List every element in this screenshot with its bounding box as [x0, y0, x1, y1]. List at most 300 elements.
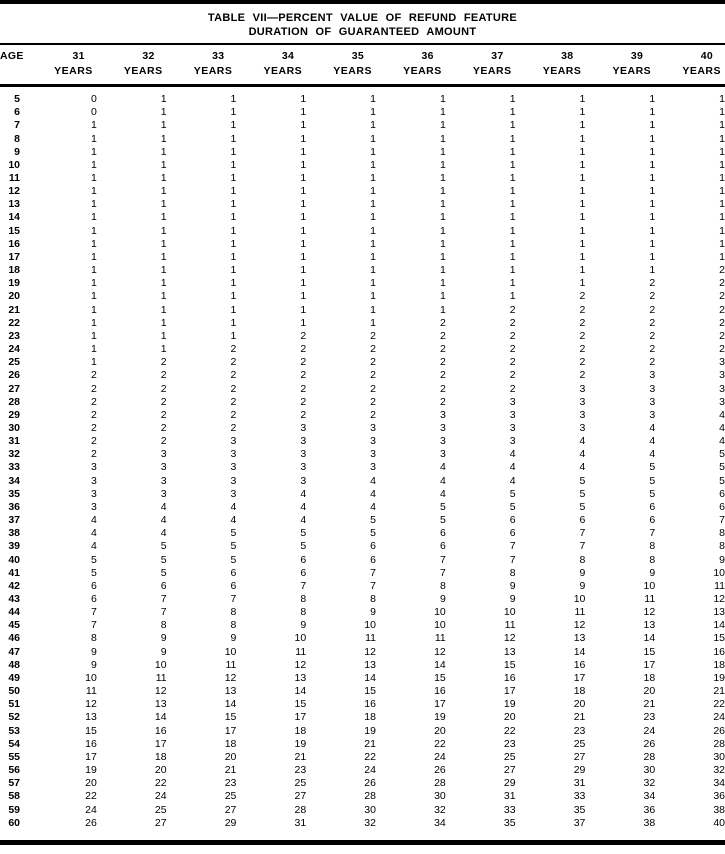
age-cell: 47	[8, 645, 20, 658]
value-cell: 9	[509, 579, 516, 592]
value-cell: 7	[439, 566, 446, 579]
value-cell: 10	[503, 606, 516, 619]
age-cell: 7	[14, 119, 20, 132]
value-cell: 8	[230, 619, 237, 632]
value-cell: 8	[230, 606, 237, 619]
age-column-header: AGE	[0, 50, 24, 62]
value-cell: 1	[160, 303, 167, 316]
value-cell: 5	[90, 566, 97, 579]
value-cell: 5	[370, 527, 376, 540]
value-cell: 1	[160, 145, 167, 158]
value-cell: 5	[579, 487, 586, 500]
value-cell: 11	[295, 645, 307, 658]
table-row-age-59	[0, 803, 725, 816]
value-cell: 12	[434, 645, 446, 658]
value-cell: 2	[230, 408, 237, 421]
value-cell: 31	[294, 816, 307, 829]
value-cell: 1	[579, 145, 586, 158]
value-cell: 1	[90, 237, 97, 250]
value-cell: 1	[509, 224, 516, 237]
value-cell: 1	[649, 106, 656, 119]
value-cell: 2	[160, 435, 167, 448]
value-cell: 2	[649, 356, 656, 369]
value-cell: 15	[224, 711, 237, 724]
value-cell: 17	[643, 658, 656, 671]
value-cell: 9	[160, 645, 167, 658]
value-cell: 1	[370, 277, 376, 290]
age-cell: 8	[14, 132, 20, 145]
table-row-age-54	[0, 738, 725, 751]
value-cell: 3	[90, 500, 97, 513]
value-cell: 2	[719, 290, 725, 303]
table-row-age-45	[0, 619, 725, 632]
age-cell: 26	[8, 369, 20, 382]
value-cell: 1	[509, 250, 516, 263]
value-cell: 2	[370, 356, 376, 369]
value-cell: 22	[434, 737, 446, 750]
value-cell: 26	[364, 777, 376, 790]
table-row-age-33	[0, 461, 725, 474]
value-cell: 21	[643, 698, 656, 711]
value-cell: 11	[155, 671, 167, 684]
value-cell: 9	[300, 619, 307, 632]
value-cell: 13	[224, 685, 237, 698]
age-cell: 50	[8, 685, 20, 698]
value-cell: 19	[364, 724, 376, 737]
value-cell: 3	[579, 408, 586, 421]
value-cell: 1	[230, 198, 237, 211]
value-cell: 1	[160, 172, 167, 185]
value-cell: 38	[643, 816, 656, 829]
age-cell: 55	[8, 750, 20, 763]
value-cell: 5	[719, 448, 725, 461]
value-cell: 19	[294, 737, 307, 750]
value-cell: 1	[439, 303, 446, 316]
value-cell: 23	[503, 737, 516, 750]
value-cell: 2	[160, 382, 167, 395]
value-cell: 1	[370, 316, 376, 329]
value-cell: 22	[503, 724, 516, 737]
col-header-36-years: 36	[421, 50, 434, 62]
value-cell: 34	[434, 816, 446, 829]
value-cell: 17	[85, 750, 97, 763]
value-cell: 2	[579, 290, 586, 303]
value-cell: 32	[643, 777, 656, 790]
value-cell: 2	[649, 303, 656, 316]
value-cell: 1	[230, 277, 237, 290]
value-cell: 34	[713, 777, 725, 790]
value-cell: 1	[439, 250, 446, 263]
value-cell: 4	[370, 474, 376, 487]
value-cell: 5	[230, 540, 237, 553]
value-cell: 1	[439, 277, 446, 290]
value-cell: 12	[713, 593, 725, 606]
value-cell: 2	[439, 369, 446, 382]
value-cell: 1	[649, 93, 656, 106]
col-header-40-years: 40	[700, 50, 713, 62]
value-cell: 6	[90, 593, 97, 606]
value-cell: 1	[90, 290, 97, 303]
value-cell: 1	[160, 316, 167, 329]
table-row-age-14	[0, 211, 725, 224]
value-cell: 1	[370, 172, 376, 185]
value-cell: 16	[713, 645, 725, 658]
value-cell: 5	[370, 514, 376, 527]
value-cell: 22	[85, 790, 97, 803]
value-cell: 20	[643, 685, 656, 698]
value-cell: 1	[579, 132, 586, 145]
value-cell: 12	[154, 685, 167, 698]
value-cell: 20	[154, 764, 167, 777]
value-cell: 24	[85, 803, 97, 816]
value-cell: 24	[364, 764, 376, 777]
table-row-age-40	[0, 553, 725, 566]
value-cell: 3	[439, 448, 446, 461]
value-cell: 6	[579, 514, 586, 527]
value-cell: 4	[579, 461, 586, 474]
value-cell: 6	[90, 579, 97, 592]
value-cell: 4	[719, 408, 725, 421]
value-cell: 3	[370, 448, 376, 461]
value-cell: 10	[643, 579, 656, 592]
table-row-age-25	[0, 356, 725, 369]
age-cell: 5	[14, 93, 20, 106]
value-cell: 2	[649, 316, 656, 329]
value-cell: 1	[439, 264, 446, 277]
value-cell: 6	[509, 527, 516, 540]
value-cell: 4	[160, 514, 167, 527]
value-cell: 3	[649, 395, 656, 408]
value-cell: 14	[713, 619, 725, 632]
col-header-38-years-suffix: YEARS	[542, 65, 582, 77]
value-cell: 7	[439, 553, 446, 566]
age-cell: 51	[8, 698, 20, 711]
age-cell: 15	[8, 224, 20, 237]
value-cell: 1	[579, 119, 586, 132]
value-cell: 5	[300, 540, 307, 553]
table-row-age-23	[0, 330, 725, 343]
value-cell: 1	[90, 158, 97, 171]
value-cell: 1	[649, 237, 656, 250]
table-row-age-11	[0, 172, 725, 185]
value-cell: 1	[300, 303, 307, 316]
value-cell: 33	[573, 790, 586, 803]
value-cell: 5	[579, 474, 586, 487]
refund-table	[0, 46, 725, 830]
value-cell: 2	[230, 356, 237, 369]
value-cell: 30	[643, 764, 656, 777]
value-cell: 6	[509, 514, 516, 527]
value-cell: 1	[160, 185, 167, 198]
value-cell: 20	[573, 698, 586, 711]
col-header-32-years: 32	[142, 50, 155, 62]
table-title-line1: TABLE VII—PERCENT VALUE OF REFUND FEATURE	[207, 12, 518, 24]
table-row-age-43	[0, 593, 725, 606]
value-cell: 2	[439, 316, 446, 329]
value-cell: 4	[90, 514, 97, 527]
value-cell: 1	[649, 264, 656, 277]
value-cell: 30	[364, 803, 376, 816]
value-cell: 1	[90, 224, 97, 237]
table-row-age-18	[0, 264, 725, 277]
value-cell: 1	[160, 290, 167, 303]
value-cell: 2	[230, 369, 237, 382]
value-cell: 6	[300, 566, 307, 579]
value-cell: 9	[719, 553, 725, 566]
value-cell: 7	[579, 540, 586, 553]
value-cell: 1	[439, 185, 446, 198]
age-cell: 33	[8, 461, 20, 474]
value-cell: 2	[649, 329, 656, 342]
value-cell: 3	[300, 461, 307, 474]
value-cell: 3	[719, 369, 725, 382]
age-cell: 6	[14, 106, 20, 119]
table-row-age-35	[0, 488, 725, 501]
value-cell: 16	[85, 737, 97, 750]
value-cell: 2	[509, 303, 516, 316]
table-row-age-39	[0, 540, 725, 553]
table-title	[0, 12, 725, 39]
value-cell: 1	[439, 106, 446, 119]
value-cell: 10	[85, 671, 97, 684]
col-header-34-years-suffix: YEARS	[263, 65, 303, 77]
value-cell: 2	[230, 343, 237, 356]
value-cell: 29	[573, 764, 586, 777]
value-cell: 35	[503, 816, 516, 829]
value-cell: 4	[439, 474, 446, 487]
value-cell: 31	[503, 790, 516, 803]
value-cell: 2	[90, 408, 97, 421]
bottom-rule	[0, 840, 725, 845]
value-cell: 1	[230, 132, 237, 145]
age-cell: 21	[8, 303, 20, 316]
value-cell: 3	[160, 487, 167, 500]
value-cell: 2	[90, 369, 97, 382]
value-cell: 3	[160, 448, 167, 461]
value-cell: 2	[300, 343, 307, 356]
value-cell: 8	[649, 540, 656, 553]
value-cell: 14	[364, 671, 376, 684]
value-cell: 5	[579, 500, 586, 513]
value-cell: 6	[649, 514, 656, 527]
value-cell: 17	[573, 671, 586, 684]
value-cell: 4	[649, 435, 656, 448]
value-cell: 16	[503, 671, 516, 684]
value-cell: 1	[439, 211, 446, 224]
value-cell: 1	[509, 277, 516, 290]
age-cell: 58	[8, 790, 20, 803]
value-cell: 12	[573, 619, 586, 632]
value-cell: 8	[649, 553, 656, 566]
value-cell: 22	[154, 777, 167, 790]
table-row-age-58	[0, 790, 725, 803]
top-rule	[0, 0, 725, 4]
value-cell: 1	[90, 329, 97, 342]
value-cell: 4	[509, 448, 516, 461]
value-cell: 5	[509, 500, 516, 513]
value-cell: 23	[643, 711, 656, 724]
value-cell: 1	[230, 145, 237, 158]
value-cell: 2	[230, 421, 237, 434]
value-cell: 2	[230, 382, 237, 395]
value-cell: 12	[85, 698, 97, 711]
value-cell: 1	[230, 237, 237, 250]
value-cell: 11	[504, 619, 516, 632]
value-cell: 18	[573, 685, 586, 698]
col-header-37-years-suffix: YEARS	[472, 65, 512, 77]
value-cell: 1	[439, 119, 446, 132]
value-cell: 5	[509, 487, 516, 500]
age-cell: 54	[8, 737, 20, 750]
value-cell: 7	[649, 527, 656, 540]
value-cell: 1	[300, 185, 307, 198]
value-cell: 14	[224, 698, 237, 711]
value-cell: 18	[643, 671, 656, 684]
value-cell: 2	[300, 408, 307, 421]
value-cell: 11	[714, 579, 725, 592]
value-cell: 23	[573, 724, 586, 737]
value-cell: 15	[434, 671, 446, 684]
value-cell: 3	[649, 369, 656, 382]
value-cell: 1	[160, 119, 167, 132]
value-cell: 8	[90, 632, 97, 645]
value-cell: 1	[649, 211, 656, 224]
value-cell: 13	[85, 711, 97, 724]
value-cell: 2	[160, 369, 167, 382]
value-cell: 3	[439, 408, 446, 421]
value-cell: 5	[439, 500, 446, 513]
value-cell: 1	[370, 250, 376, 263]
value-cell: 2	[90, 421, 97, 434]
age-cell: 9	[14, 145, 20, 158]
value-cell: 1	[230, 290, 237, 303]
value-cell: 5	[230, 553, 237, 566]
table-row-age-36	[0, 501, 725, 514]
value-cell: 2	[300, 329, 307, 342]
age-cell: 59	[8, 803, 20, 816]
value-cell: 1	[719, 145, 725, 158]
age-cell: 39	[8, 540, 20, 553]
value-cell: 7	[370, 566, 376, 579]
table-row-age-24	[0, 343, 725, 356]
value-cell: 1	[230, 158, 237, 171]
col-header-38-years: 38	[561, 50, 574, 62]
value-cell: 1	[300, 172, 307, 185]
value-cell: 1	[300, 250, 307, 263]
col-header-36-years-suffix: YEARS	[403, 65, 442, 77]
value-cell: 1	[439, 145, 446, 158]
table-row-age-47	[0, 646, 725, 659]
value-cell: 1	[160, 250, 167, 263]
value-cell: 1	[439, 172, 446, 185]
col-header-33-years-suffix: YEARS	[193, 65, 233, 77]
age-cell: 36	[8, 500, 20, 513]
age-header-spacer	[0, 62, 27, 93]
value-cell: 4	[439, 461, 446, 474]
age-cell: 60	[8, 816, 20, 829]
value-cell: 1	[90, 145, 97, 158]
age-cell: 17	[8, 250, 20, 263]
table-row-age-20	[0, 290, 725, 303]
value-cell: 28	[643, 750, 656, 763]
table-title-line2: DURATION OF GUARANTEED AMOUNT	[248, 25, 477, 38]
value-cell: 1	[370, 185, 376, 198]
value-cell: 1	[509, 145, 516, 158]
value-cell: 6	[719, 487, 725, 500]
table-row-age-31	[0, 435, 725, 448]
value-cell: 12	[364, 645, 376, 658]
value-cell: 3	[160, 474, 167, 487]
value-cell: 2	[509, 356, 516, 369]
value-cell: 1	[160, 343, 167, 356]
age-cell: 44	[8, 606, 20, 619]
value-cell: 32	[364, 816, 376, 829]
value-cell: 2	[579, 303, 586, 316]
value-cell: 1	[579, 172, 586, 185]
value-cell: 4	[509, 461, 516, 474]
value-cell: 1	[579, 211, 586, 224]
value-cell: 1	[370, 145, 376, 158]
value-cell: 5	[649, 474, 656, 487]
value-cell: 11	[85, 685, 97, 698]
age-cell: 34	[8, 474, 20, 487]
value-cell: 1	[370, 303, 376, 316]
age-cell: 19	[8, 277, 20, 290]
value-cell: 3	[509, 435, 516, 448]
age-cell: 46	[8, 632, 20, 645]
value-cell: 4	[719, 435, 725, 448]
value-cell: 2	[160, 395, 167, 408]
value-cell: 1	[370, 224, 376, 237]
value-cell: 2	[370, 408, 376, 421]
col-header-33-years: 33	[212, 50, 225, 62]
age-cell: 48	[8, 658, 20, 671]
value-cell: 1	[649, 132, 656, 145]
col-header-34-years: 34	[281, 50, 295, 62]
value-cell: 2	[300, 369, 307, 382]
value-cell: 18	[364, 711, 376, 724]
value-cell: 1	[230, 172, 237, 185]
value-cell: 1	[509, 172, 516, 185]
table-row-age-38	[0, 527, 725, 540]
age-cell: 52	[8, 711, 20, 724]
value-cell: 1	[370, 132, 376, 145]
value-cell: 29	[224, 816, 237, 829]
value-cell: 1	[90, 343, 97, 356]
table-row-age-8	[0, 132, 725, 145]
value-cell: 3	[439, 421, 446, 434]
value-cell: 3	[509, 395, 516, 408]
table-row-age-12	[0, 185, 725, 198]
value-cell: 5	[230, 527, 237, 540]
value-cell: 1	[300, 237, 307, 250]
age-cell: 30	[8, 421, 20, 434]
value-cell: 4	[649, 421, 656, 434]
value-cell: 5	[160, 540, 167, 553]
value-cell: 2	[370, 369, 376, 382]
value-cell: 4	[579, 435, 586, 448]
value-cell: 1	[579, 198, 586, 211]
value-cell: 2	[300, 395, 307, 408]
value-cell: 1	[649, 198, 656, 211]
value-cell: 9	[649, 566, 656, 579]
age-cell: 29	[8, 408, 20, 421]
value-cell: 1	[439, 158, 446, 171]
value-cell: 1	[579, 185, 586, 198]
value-cell: 1	[370, 264, 376, 277]
value-cell: 4	[300, 487, 307, 500]
age-cell: 31	[8, 435, 20, 448]
